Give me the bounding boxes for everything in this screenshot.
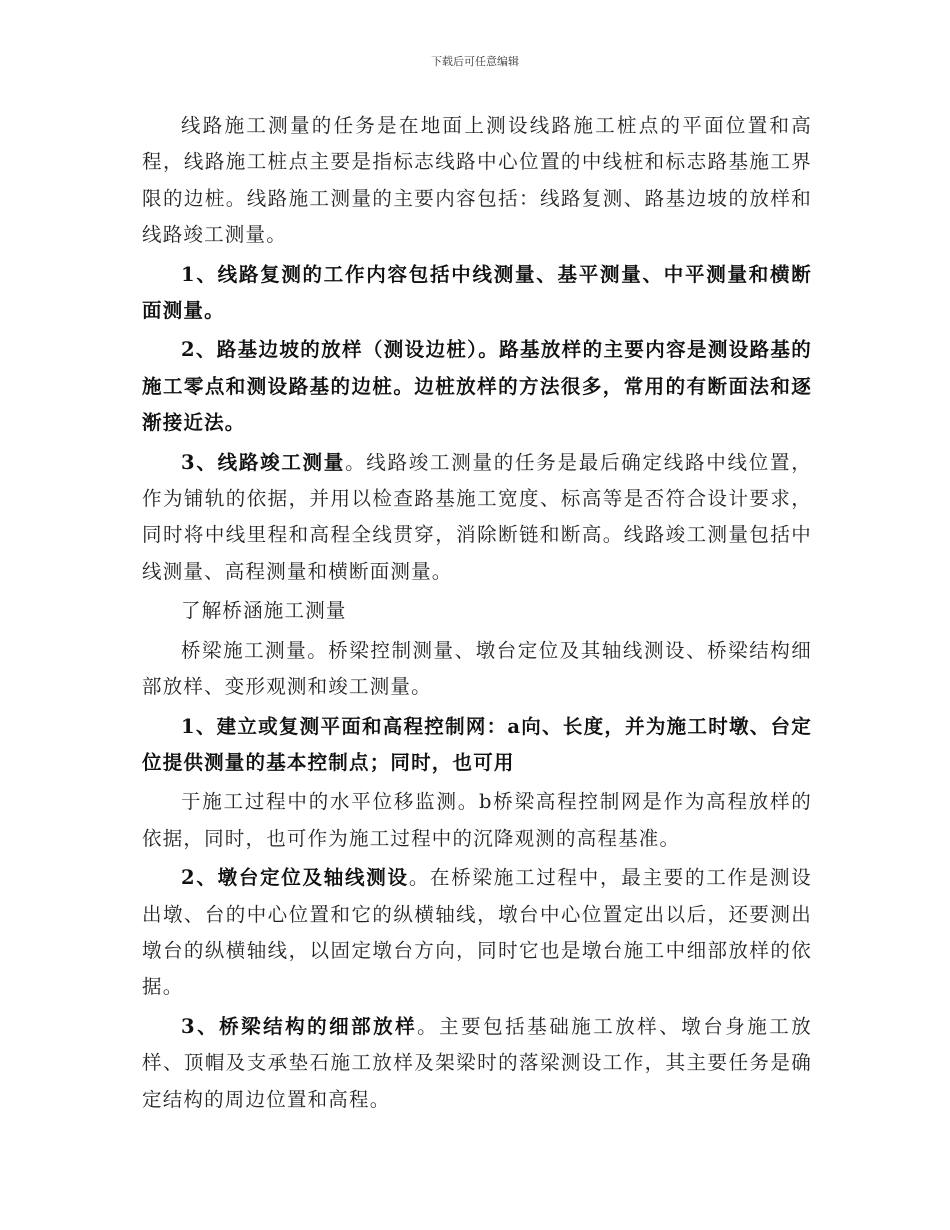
paragraph-control-network: 1、建立或复测平面和高程控制网：a向、长度，并为施工时墩、台定位提供测量的基本控制点；同时，也可用 (142, 714, 812, 774)
pier-positioning-heading: 2、墩台定位及轴线测设 (181, 866, 409, 890)
paragraph-subgrade-slope: 2、路基边坡的放样（测设边桩）。路基放样的主要内容是测设路基的施工零点和测设路基的边桩。边桩放样的方法很多，常用的有断面法和逐渐接近法。 (142, 338, 812, 435)
page-header: 下载后可任意编辑 (431, 55, 519, 68)
paragraph-completion-survey (142, 445, 812, 591)
paragraph-detail-layout (142, 1009, 812, 1118)
detail-layout-text: 。主要包括基础施工放样、墩台身施工放样、顶帽及支承垫石施工放样及架梁时的落梁测设工作，其主要任务是确定结构的周边位置和高程。 (142, 1014, 812, 1111)
paragraph-intro: 线路施工测量的任务是在地面上测设线路施工桩点的平面位置和高程，线路施工桩点主要是指标志线路中心位置的中线桩和标志路基施工界限的边桩。线路施工测量的主要内容包括：线路复测、路基边坡的放样和线路竣工测量。 (142, 114, 812, 247)
paragraph-route-resurvey: 1、线路复测的工作内容包括中线测量、基平测量、中平测量和横断面测量。 (142, 262, 812, 323)
paragraph-control-network-cont: 于施工过程中的水平位移监测。b桥梁高程控制网是作为高程放样的依据，同时，也可作为施工过程中的沉降观测的高程基准。 (142, 790, 812, 850)
paragraph-bridge-survey: 桥梁施工测量。桥梁控制测量、墩台定位及其轴线测设、桥梁结构细部放样、变形观测和竣工测量。 (142, 638, 812, 699)
document-body (142, 108, 812, 1118)
paragraph-bridge-culvert-title: 了解桥涵施工测量 (181, 599, 347, 623)
completion-survey-heading: 3、线路竣工测量 (181, 450, 346, 474)
pier-positioning-text: 。在桥梁施工过程中，最主要的工作是测设出墩、台的中心位置和它的纵横轴线，墩台中心位置定出以后，还要测出墩台的纵横轴线，以固定墩台方向，同时它也是墩台施工中细部放样的依据。 (142, 866, 812, 999)
completion-survey-text: 。线路竣工测量的任务是最后确定线路中线位置，作为铺轨的依据，并用以检查路基施工宽度、标高等是否符合设计要求，同时将中线里程和高程全线贯穿，消除断链和断高。线路竣工测量包括中线测量、高程测量和横断面测量。 (142, 450, 812, 583)
detail-layout-heading: 3、桥梁结构的细部放样 (181, 1014, 418, 1038)
paragraph-pier-positioning (142, 860, 812, 1006)
